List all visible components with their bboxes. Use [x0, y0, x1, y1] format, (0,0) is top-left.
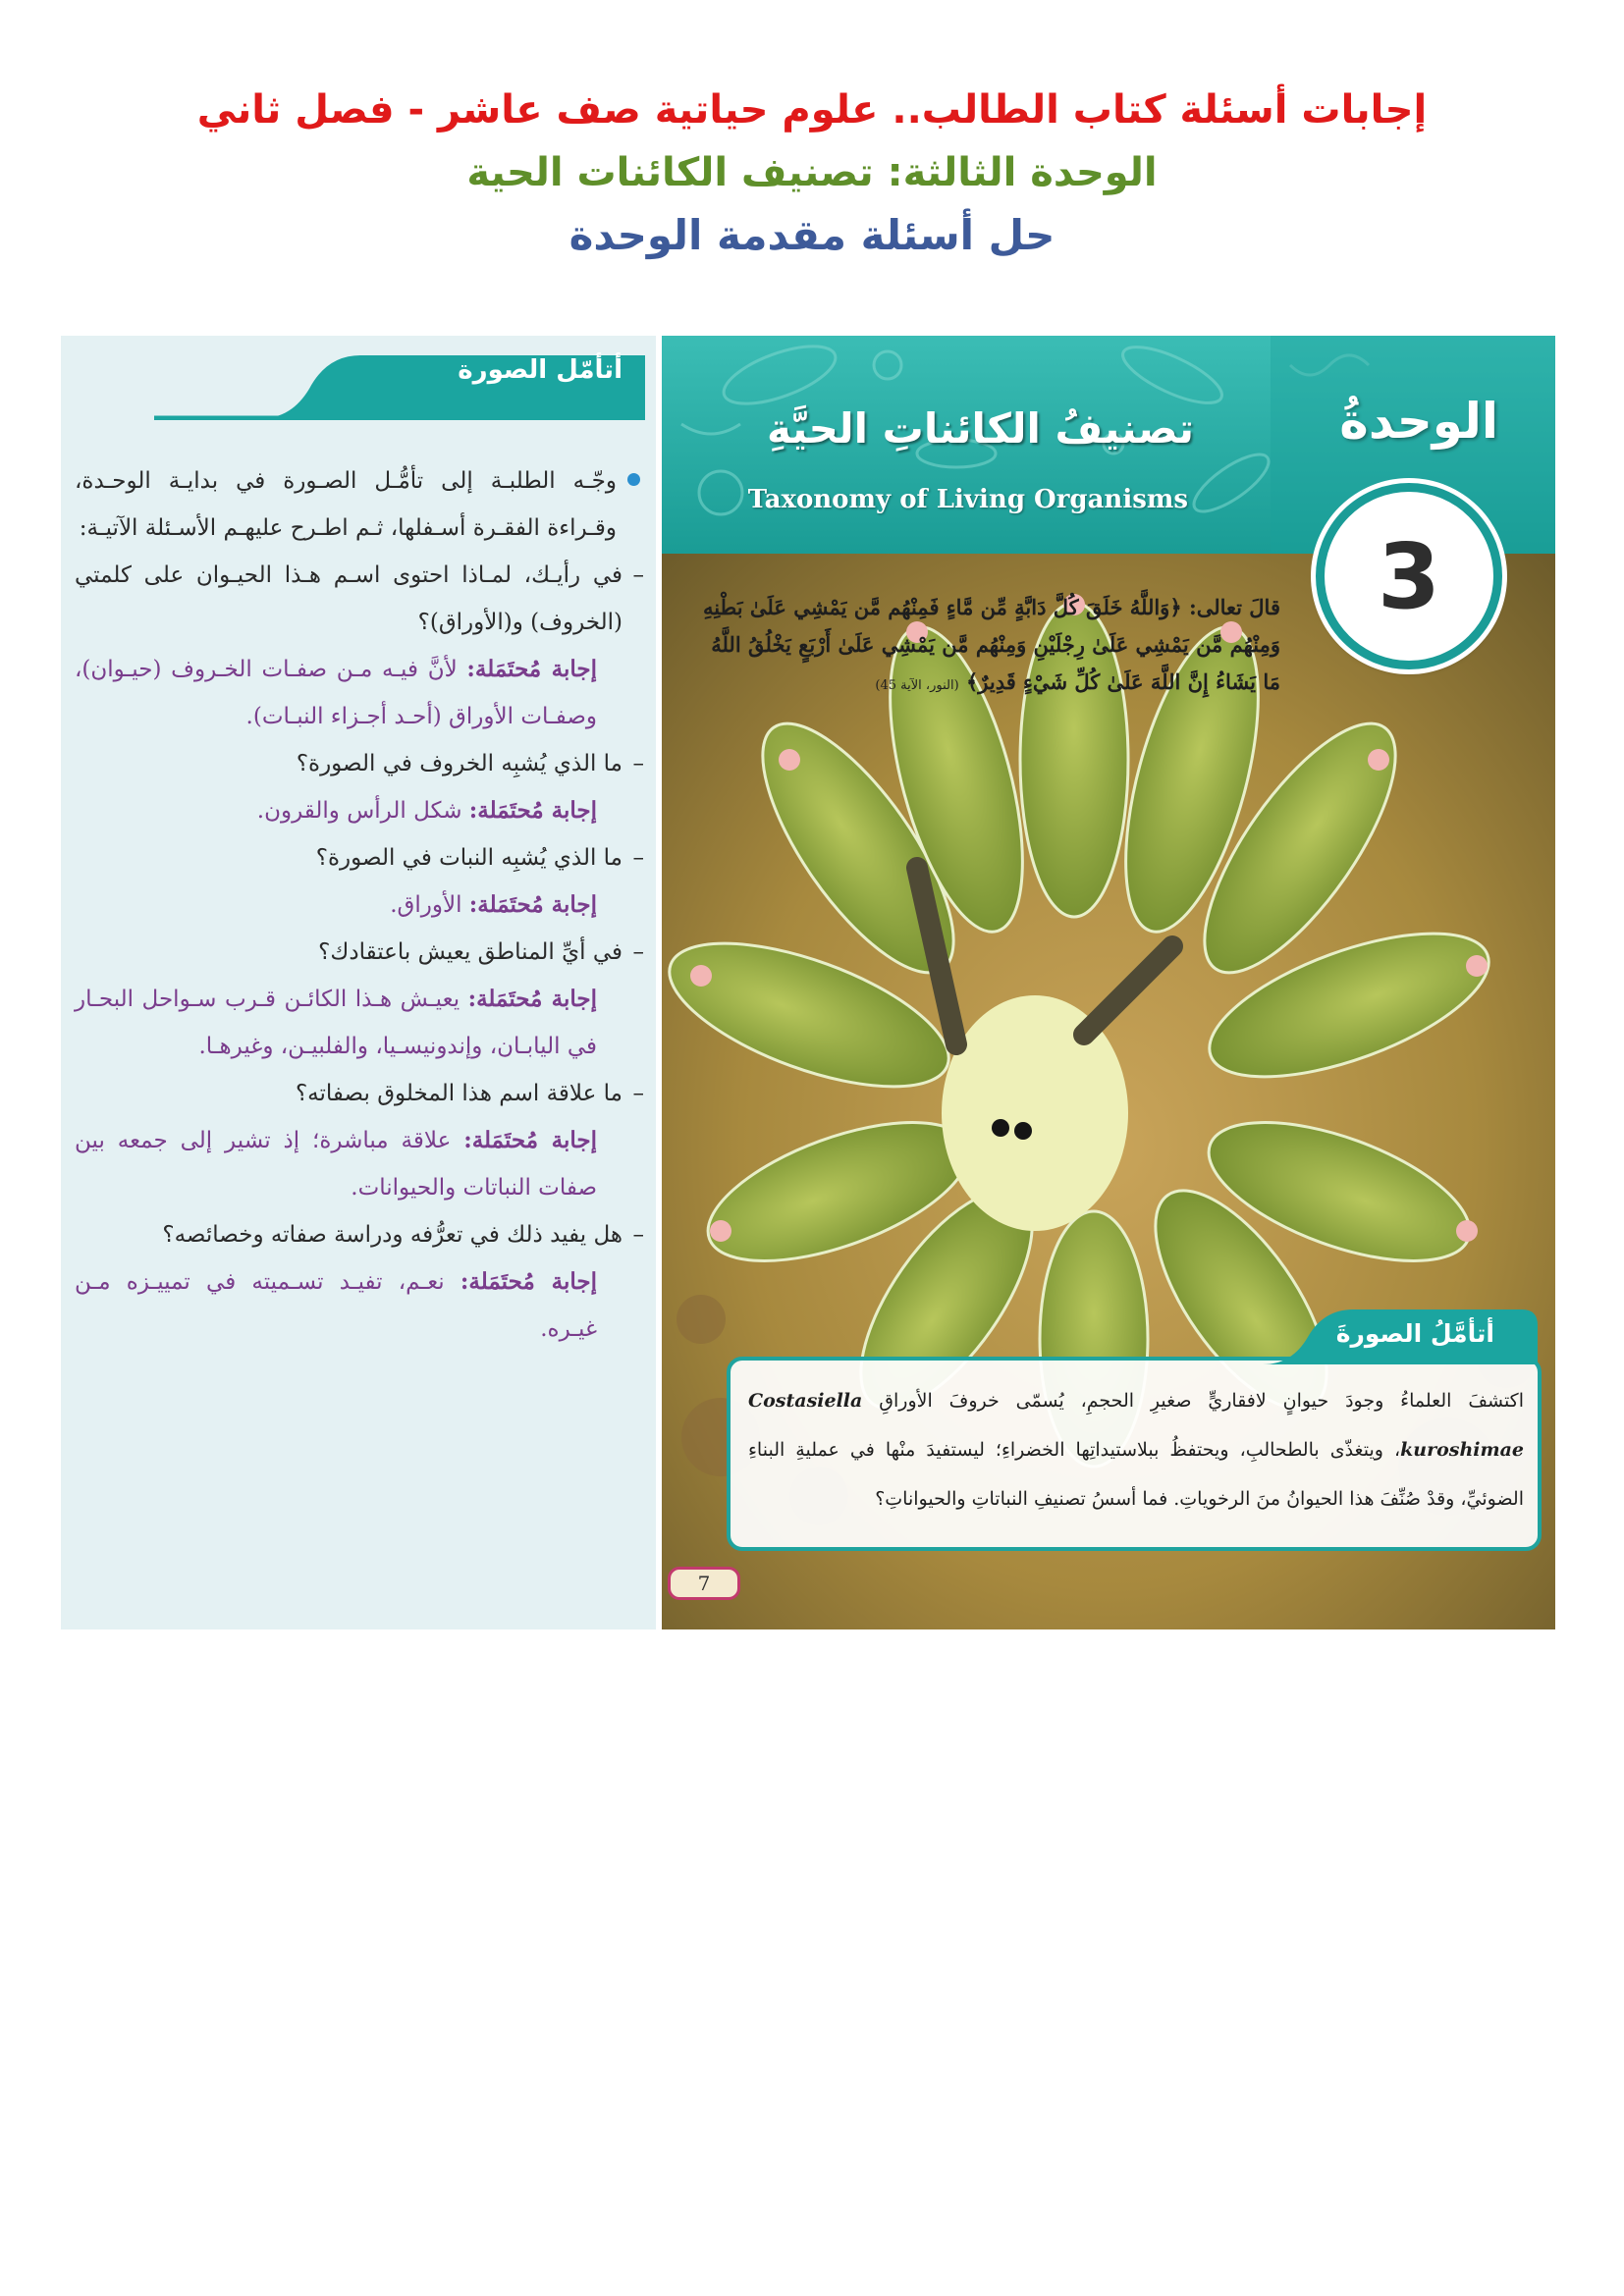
- question-item: – ما الذي يُشبِه الخروف في الصورة؟: [296, 751, 644, 776]
- unit-title: الوحدة الثالثة: تصنيف الكائنات الحية: [466, 150, 1158, 195]
- teacher-guide-content: [75, 457, 644, 1353]
- question-item: – في أيِّ المناطق يعيش باعتقادك؟: [318, 939, 644, 965]
- answer-item: إجابة مُحتَمَلة: يعيـش هـذا الكائـن قـرب سـواحل البحـار في اليابـان، وإندونيسـيا، والفلبيـن، وغيرهـا.: [75, 986, 597, 1059]
- intro-paragraph: وجّـه الطلبـة إلى تأمُّـل الصـورة في بدايـة الوحـدة، وقـراءة الفقـرة أسـفلها، ثـم اطـرح عليهـم الأسـئلة الآتيـة:: [75, 457, 644, 552]
- quran-verse: قالَ تعالى: ﴿وَاللَّهُ خَلَقَ كُلَّ دَابَّةٍ مِّن مَّاءٍ فَمِنْهُم مَّن يَمْشِي عَلَىٰ بَطْنِهِ وَمِنْهُم مَّن يَمْشِي عَلَىٰ رِجْلَيْنِ وَمِنْهُم مَّن يَمْشِي عَلَىٰ أَرْبَعٍ يَخْلُقُ اللَّهُ مَا يَشَاءُ إِنَّ اللَّهَ عَلَىٰ كُلِّ شَيْءٍ قَدِيرٌ﴾ (النور، الآية 45): [702, 595, 1280, 694]
- question-item: – ما علاقة اسم هذا المخلوق بصفاته؟: [295, 1081, 644, 1106]
- answer-item: إجابة مُحتَمَلة: شكل الرأس والقرون.: [256, 797, 597, 824]
- answer-item: إجابة مُحتَمَلة: نعـم، تفيـد تسـميته في تمييـزه مـن غيـره.: [75, 1268, 598, 1342]
- contemplate-paragraph: اكتشفَ العلماءُ وجودَ حيوانٍ لافقاريٍّ صغيرِ الحجمِ، يُسمّى خروفَ الأوراقِ Costasiella kuroshimae، ويتغذّى بالطحالبِ، ويحتفظُ ببلاستيداتِها الخضراءِ؛ ليستفيدَ منْها في عمليةِ البناءِ الضوئيِّ، وقدْ صُنِّفَ هذا الحيوانُ منَ الرخوياتِ. فما أسسُ تصنيفِ النباتاتِ والحيواناتِ؟: [748, 1390, 1524, 1510]
- answer-item: إجابة مُحتَمَلة: الأوراق.: [390, 891, 597, 918]
- answer-item: إجابة مُحتَمَلة: لأنَّ فيـه مـن صفـات الخـروف (حيـوان)، وصفـات الأوراق (أحـد أجـزاء النبـات).: [75, 656, 597, 729]
- unit-number-badge: [1316, 483, 1502, 669]
- main-title: إجابات أسئلة كتاب الطالب.. علوم حياتية صف عاشر - فصل ثاني: [196, 87, 1428, 133]
- page-number: 7: [668, 1567, 740, 1600]
- chapter-title-english: Taxonomy of Living Organisms: [747, 485, 1188, 514]
- document-header: [0, 79, 1624, 267]
- textbook-page: [662, 336, 1555, 1629]
- chapter-title-arabic: تصنيفُ الكائناتِ الحيَّةِ: [766, 404, 1194, 453]
- unit-number: 3: [1377, 523, 1440, 629]
- book-spread: [61, 336, 1555, 1629]
- panel-tab-title: أتأمّل الصورة: [458, 355, 623, 385]
- section-title: حل أسئلة مقدمة الوحدة: [568, 211, 1056, 259]
- answer-item: إجابة مُحتَمَلة: علاقة مباشرة؛ إذ تشير إلى جمعه بين صفات النباتات والحيوانات.: [75, 1127, 598, 1201]
- contemplate-title: أتأمَّلُ الصورةَ: [1335, 1319, 1494, 1348]
- question-item: – هل يفيد ذلك في تعرُّفه ودراسة صفاته وخصائصه؟: [162, 1222, 644, 1248]
- question-item: – ما الذي يُشبِه النبات في الصورة؟: [315, 845, 644, 871]
- species-name: Costasiella kuroshimae: [748, 1390, 1524, 1461]
- teacher-guide-panel: [61, 336, 656, 1629]
- contemplate-image-box: [727, 1319, 1542, 1551]
- question-item: – في رأيـك، لمـاذا احتوى اسـم هـذا الحيـوان على كلمتي (الخروف) و(الأوراق)؟: [75, 562, 644, 635]
- bullet-icon: [627, 473, 640, 486]
- unit-label: الوحدةُ: [1339, 393, 1498, 450]
